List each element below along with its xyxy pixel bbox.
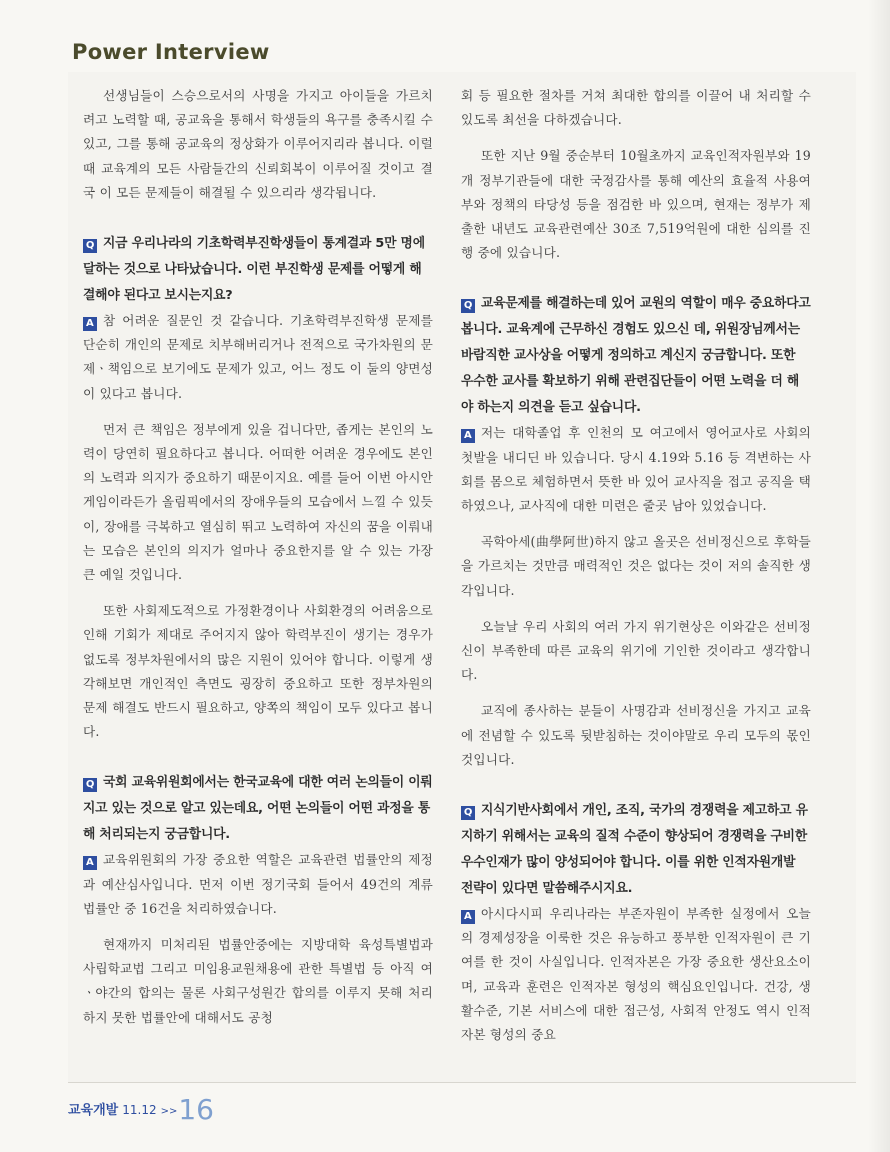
question-badge: Q <box>461 806 475 820</box>
question-badge: Q <box>83 778 97 792</box>
paragraph: 선생님들이 스승으로서의 사명을 가지고 아이들을 가르치려고 노력할 때, 공교육을 통해서 학생들의 욕구를 충족시킬 수 있고, 그를 통해 공교육의 정상화가 이루어지리라 봅니다. 이럴 때 교육계의 모든 사람들간의 신뢰회복이 이루어질 것이고 결국 이 모든 문제들이 해결될 수 있으리라 생각됩니다. <box>83 88 433 200</box>
question-text: 국회 교육위원회에서는 한국교육에 대한 여러 논의들이 이뤄지고 있는 것으로 알고 있는데요, 어떤 논의들이 어떤 과정을 통해 처리되는지 궁금합니다. <box>83 775 433 843</box>
answer-block <box>461 421 811 518</box>
answer-badge: A <box>83 856 97 870</box>
question-text: 지금 우리나라의 기초학력부진학생들이 통계결과 5만 명에 달하는 것으로 나타났습니다. 이런 부진학생 문제를 어떻게 해결해야 된다고 보시는지요? <box>83 236 425 304</box>
page-edge-shadow <box>868 0 890 1152</box>
paragraph: 교직에 종사하는 분들이 사명감과 선비정신을 가지고 교육에 전념할 수 있도록 뒷받침하는 것이야말로 우리 모두의 몫인 것입니다. <box>461 703 811 767</box>
question-block <box>461 798 811 902</box>
paragraph: 먼저 큰 책임은 정부에게 있을 겁니다만, 좁게는 본인의 노력이 당연히 필요하다고 봅니다. 어떠한 어려운 경우에도 본인의 노력과 의지가 중요하기 때문이지요. 예를 들어 이번 아시안게임이라든가 올림픽에서의 장애우들의 모습에서 느낄 수 있듯이, 장애를 극복하고 열심히 뛰고 노력하여 자신의 꿈을 이뤄내는 모습은 본인의 의지가 얼마나 중요한지를 알 수 있는 가장 큰 예일 것입니다. <box>83 421 433 583</box>
paragraph: 오늘날 우리 사회의 여러 가지 위기현상은 이와같은 선비정신이 부족한데 따른 교육의 위기에 기인한 것이라고 생각합니다. <box>461 618 811 683</box>
section-header: Power Interview <box>72 40 270 64</box>
question-text: 교육문제를 해결하는데 있어 교원의 역할이 매우 중요하다고 봅니다. 교육계에 근무하신 경험도 있으신 데, 위원장님께서는 바람직한 교사상을 어떻게 정의하고 계신지 궁금합니다. 또한 우수한 교사를 확보하기 위해 관련집단들이 어떤 노력을 더 해야 하는지 의견을 듣고 싶습니다. <box>461 296 811 416</box>
answer-badge: A <box>461 429 475 443</box>
answer-block <box>83 848 433 921</box>
answer-text: 참 어려운 질문인 것 같습니다. 기초학력부진학생 문제를 단순히 개인의 문제로 치부해버리거나 전적으로 국가차원의 문제ㆍ책임으로 보기에도 문제가 있고, 어느 정도 이 둘의 양면성이 있다고 봅니다. <box>83 313 433 401</box>
magazine-name: 교육개발 <box>68 1103 119 1118</box>
page-footer <box>68 1093 214 1126</box>
paragraph: 곡학아세(曲學阿世)하지 않고 올곳은 선비정신으로 후학들을 가르치는 것만큼 매력적인 것은 없다는 것이 저의 솔직한 생각입니다. <box>461 534 811 598</box>
question-badge: Q <box>461 299 475 313</box>
issue-number: 11.12 <box>122 1103 157 1117</box>
paragraph: 회 등 필요한 절차를 거쳐 최대한 합의를 이끌어 내 처리할 수 있도록 최선을 다하겠습니다. <box>461 88 811 128</box>
right-column <box>461 84 811 1047</box>
answer-text: 아시다시피 우리나라는 부존자원이 부족한 실정에서 오늘의 경제성장을 이룩한 것은 유능하고 풍부한 인적자원이 큰 기여를 한 것이 사실입니다. 인적자본은 가장 중요한 생산요소이며, 교육과 훈련은 인적자본 형성의 핵심요인입니다. 건강, 생활수준, 기본 서비스에 대한 접근성, 사회적 안정도 역시 인적자본 형성의 중요 <box>461 906 811 1043</box>
paragraph: 또한 지난 9월 중순부터 10월초까지 교육인적자원부와 19개 정부기관들에 대한 국정감사를 통해 예산의 효율적 사용여부와 정책의 타당성 등을 점검한 바 있으며, 현재는 정부가 제출한 내년도 교육관련예산 30조 7,519억원에 대한 심의를 진행 중에 있습니다. <box>461 148 811 261</box>
answer-text: 교육위원회의 가장 중요한 역할은 교육관련 법률안의 제정과 예산심사입니다. 먼저 이번 정기국회 들어서 49건의 계류 법률안 중 16건을 처리하였습니다. <box>83 852 433 916</box>
question-text: 지식기반사회에서 개인, 조직, 국가의 경쟁력을 제고하고 유지하기 위해서는 교육의 질적 수준이 향상되어 경쟁력을 구비한 우수인재가 많이 양성되어야 합니다. 이를 위한 인적자원개발 전략이 있다면 말씀해주시지요. <box>461 803 808 897</box>
left-column <box>83 84 433 1030</box>
arrow-marker: >> <box>160 1106 178 1117</box>
paragraph: 또한 사회제도적으로 가정환경이나 사회환경의 어려움으로 인해 기회가 제대로 주어지지 않아 학력부진이 생기는 경우가 없도록 정부차원에서의 많은 지원이 있어야 합니다. 이렇게 생각해보면 개인적인 측면도 굉장히 중요하고 또한 정부차원의 문제 해결도 반드시 필요하고, 양쪽의 책임이 모두 있다고 봅니다. <box>83 603 433 740</box>
answer-badge: A <box>461 910 475 924</box>
answer-text: 저는 대학졸업 후 인천의 모 여고에서 영어교사로 사회의 첫발을 내디딘 바 있습니다. 당시 4.19와 5.16 등 격변하는 사회를 몸으로 체험하면서 뜻한 바 있어 교사직을 접고 공직을 택하였으나, 교사직에 대한 미련은 줄곳 남아 있었습니다. <box>461 425 811 514</box>
paragraph: 현재까지 미처리된 법률안중에는 지방대학 육성특별법과 사립학교법 그리고 미임용교원채용에 관한 특별법 등 아직 여ㆍ야간의 합의는 물론 사회구성원간 합의를 이루지 못해 처리하지 못한 법률안에 대해서도 공청 <box>83 937 433 1025</box>
answer-badge: A <box>83 317 97 331</box>
page-number: 16 <box>178 1093 214 1126</box>
answer-block <box>83 309 433 406</box>
answer-block <box>461 902 811 1047</box>
question-block <box>461 291 811 421</box>
question-badge: Q <box>83 239 97 253</box>
question-block <box>83 231 433 309</box>
question-block <box>83 770 433 848</box>
